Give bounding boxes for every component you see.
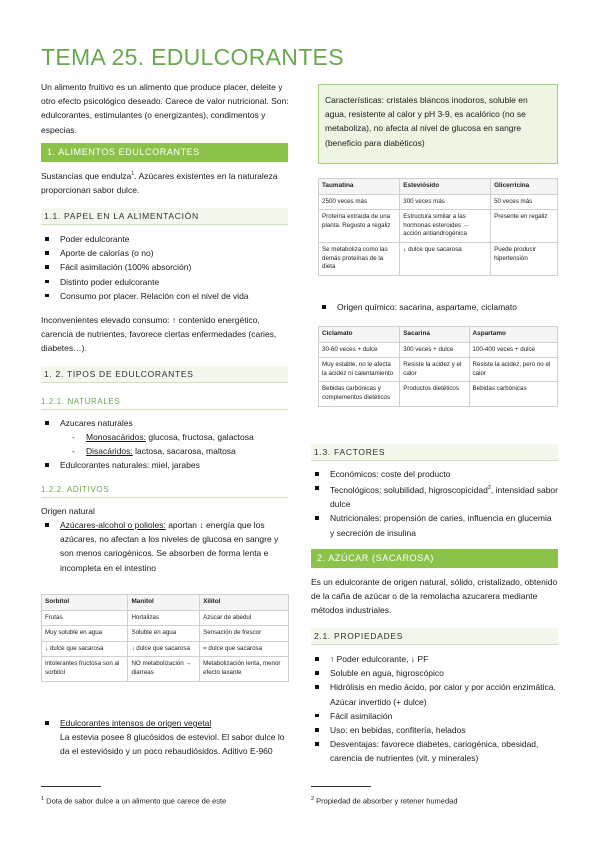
list-item: Soluble en agua, higroscópico [311, 666, 558, 680]
table-row [42, 626, 289, 642]
table-cell: ↓ dulce que sacarosa [400, 242, 491, 275]
naturales-list [41, 416, 291, 430]
list-item: Edulcorantes intensos de origen vegetal La estevia posee 8 glucósidos de esteviol. El sabor dulce lo da el esteviósido y un poco rebaudiósidos. Aditivo E-960 [41, 716, 291, 759]
list-item: Uso: en bebidas, confitería, helados [311, 723, 558, 737]
section-1-2-1-heading: 1.2.1. NATURALES [41, 397, 288, 410]
table-cell: Hortalizas [128, 610, 200, 626]
section-2-heading: 2. AZÚCAR (SACAROSA) [311, 549, 558, 568]
table-cell: ↓ dulce que sacarosa [42, 641, 128, 657]
estevia-table [318, 178, 558, 276]
table-row [319, 382, 558, 406]
table-header: Esteviósido [400, 179, 491, 195]
table-cell: Proteína extraída de una planta. Regusto a regaliz [319, 210, 400, 243]
footnote-ref-2: 2 [487, 485, 491, 492]
table-cell: Metabolización lenta, menor efecto laxante [200, 657, 289, 681]
polioles-list [41, 518, 291, 575]
section-1-2-2-heading: 1.2.2. ADITIVOS [41, 485, 288, 498]
section-1-heading: 1. ALIMENTOS EDULCORANTES [41, 143, 288, 162]
list-item: Edulcorantes naturales: miel, jarabes [41, 458, 291, 472]
table-header: Sacarina [400, 327, 469, 343]
list-item: Fácil asimilación (100% absorción) [41, 260, 291, 274]
table-row [42, 641, 289, 657]
table-cell: 30-60 veces + dulce [319, 342, 400, 358]
table-cell: Muy estable, no le afecta la acidez ni calentamiento [319, 358, 400, 382]
table-row [42, 610, 289, 626]
table-cell: 50 veces más [491, 194, 558, 210]
table-cell: Bebidas carbónicas y complementos dietéticos [319, 382, 400, 406]
origen-natural-label: Origen natural [41, 506, 95, 516]
section-2-text: Es un edulcorante de origen natural, sólido, cristalizado, obtenido de la caña de azúcar o de la remolacha azucarera mediante métodos industriales. [311, 577, 558, 616]
table-row [319, 242, 558, 275]
table-cell: Presente en regaliz [491, 210, 558, 243]
table-cell: Puede producir hipertensión [491, 242, 558, 275]
table-row [319, 210, 558, 243]
table-header: Ciclamato [319, 327, 400, 343]
inconvenientes-text: Inconvenientes elevado consumo: ↑ contenido energético, carencia de nutrientes, favorece ciertas enfermedades (caries, diabetes…). [41, 315, 277, 354]
azucares-sublist [41, 430, 291, 458]
section-1-2-heading: 1. 2. TIPOS DE EDULCORANTES [41, 366, 288, 383]
quimico-table [318, 326, 558, 407]
table-cell: Intolerantes fructosa son al sorbitol [42, 657, 128, 681]
propiedades-list [311, 652, 558, 766]
table-cell: Se metaboliza como las demás proteínas de la dieta [319, 242, 400, 275]
list-item: Tecnológicos: solubilidad, higroscopicidad$^2$, intensidad sabor dulce [311, 481, 558, 511]
list-item: Azúcares-alcohol o polioles: aportan ↓ energía que los azúcares, no afectan a los niveles de glucosa en sangre y son menos cariogénicos. Se absorben de forma lenta e incompleta en el intestino [41, 518, 291, 575]
section-1-1-heading: 1.1. PAPEL EN LA ALIMENTACIÓN [41, 208, 288, 225]
table-cell: Azúcar de abedul [200, 610, 289, 626]
list-item: Consumo por placer. Relación con el nivel de vida [41, 289, 291, 303]
table-cell: Resiste la acidez y el calor [400, 358, 469, 382]
table-cell: 100-400 veces + dulce [469, 342, 557, 358]
table-cell: Frutas [42, 610, 128, 626]
naturales-list-2 [41, 458, 291, 472]
footnote-1: $^1$ Dota de sabor dulce a un alimento que carece de este [41, 796, 227, 806]
list-item: Económicos: coste del producto [311, 467, 558, 481]
list-item: Poder edulcorante [41, 232, 291, 246]
intensos-list [41, 716, 291, 759]
section-1-3-heading: 1.3. FACTORES [311, 444, 558, 461]
table-header: Taumatina [319, 179, 400, 195]
origen-quimico-list [318, 300, 558, 314]
table-header: Sorbitol [42, 595, 128, 611]
list-item: Desventajas: favorece diabetes, cariogénica, obesidad, carencia de nutrientes (vit. y minerales) [311, 737, 558, 765]
footnote-ref-1: 1 [131, 171, 135, 177]
list-item: Aporte de calorías (o no) [41, 246, 291, 260]
table-cell: Resiste la acidez, pero no el calor [469, 358, 557, 382]
table-cell: = dulce que sacarosa [200, 641, 289, 657]
table-header: Manitol [128, 595, 200, 611]
factores-list [311, 467, 558, 540]
section-1-text: Sustancias que endulza$^1$. Azúcares existentes en la naturaleza proporcionan sabor dulce. [41, 170, 278, 196]
table-header-row [319, 327, 558, 343]
table-header-row [42, 595, 289, 611]
list-item: - Disacáridos: lactosa, sacarosa, maltosa [41, 444, 291, 458]
table-cell: ↓ dulce que sacarosa [128, 641, 200, 657]
table-cell: Estructura similar a las hormonas esteroides → acción antiandrogénica [400, 210, 491, 243]
table-row [319, 194, 558, 210]
table-cell: Muy soluble en agua [42, 626, 128, 642]
list-item: - Monosacáridos: glucosa, fructosa, galactosa [41, 430, 291, 444]
table-cell: Productos dietéticos [400, 382, 469, 406]
table-cell: 300 veces más [400, 194, 491, 210]
list-item: ↑ Poder edulcorante, ↓ PF [311, 652, 558, 666]
page-title: TEMA 25. EDULCORANTES [41, 44, 344, 70]
table-cell: Bebidas carbónicas [469, 382, 557, 406]
table-cell: NO metabolización → diarreas [128, 657, 200, 681]
table-cell: 2500 veces más [319, 194, 400, 210]
table-header: Xilitol [200, 595, 289, 611]
footnote-divider [41, 786, 101, 787]
caracteristicas-callout: Características: cristales blancos inodoros, soluble en agua, resistente al calor y pH 3-9, es acalórico (no se metaboliza), no afecta al nivel de glucosa en sangre (beneficio para diabéticos) [318, 84, 558, 164]
table-row [319, 358, 558, 382]
list-item: Fácil asimilación [311, 709, 558, 723]
list-item: Nutricionales: propensión de caries, influencia en glucemia y secreción de insulina [311, 511, 558, 539]
intro-paragraph: Un alimento fruitivo es un alimento que produce placer, deleite y otro efecto psicológico deseado. Carece de valor nutricional. Son: edulcorantes, estimulantes (o energizantes), condimentos y especias. [41, 82, 289, 135]
polioles-table [41, 594, 289, 682]
table-cell: Sensación de frescor [200, 626, 289, 642]
footnote-2: $^2$ Propiedad de absorber y retener humedad [311, 796, 458, 806]
list-item: Origen químico: sacarina, aspartame, ciclamato [318, 300, 558, 314]
list-item: Distinto poder edulcorante [41, 275, 291, 289]
table-header: Glicerricina [491, 179, 558, 195]
list-item: Hidrólisis en medio ácido, por calor y por acción enzimática. Azúcar invertido (+ dulce) [311, 680, 558, 708]
table-row [319, 342, 558, 358]
list-item: Azucares naturales [41, 416, 291, 430]
table-row [42, 657, 289, 681]
table-header: Aspartamo [469, 327, 557, 343]
table-cell: 300 veces + dulce [400, 342, 469, 358]
section-2-1-heading: 2.1. PROPIEDADES [311, 628, 558, 645]
table-cell: Soluble en agua [128, 626, 200, 642]
footnote-divider [311, 786, 371, 787]
section-1-1-list [41, 232, 291, 303]
table-header-row [319, 179, 558, 195]
